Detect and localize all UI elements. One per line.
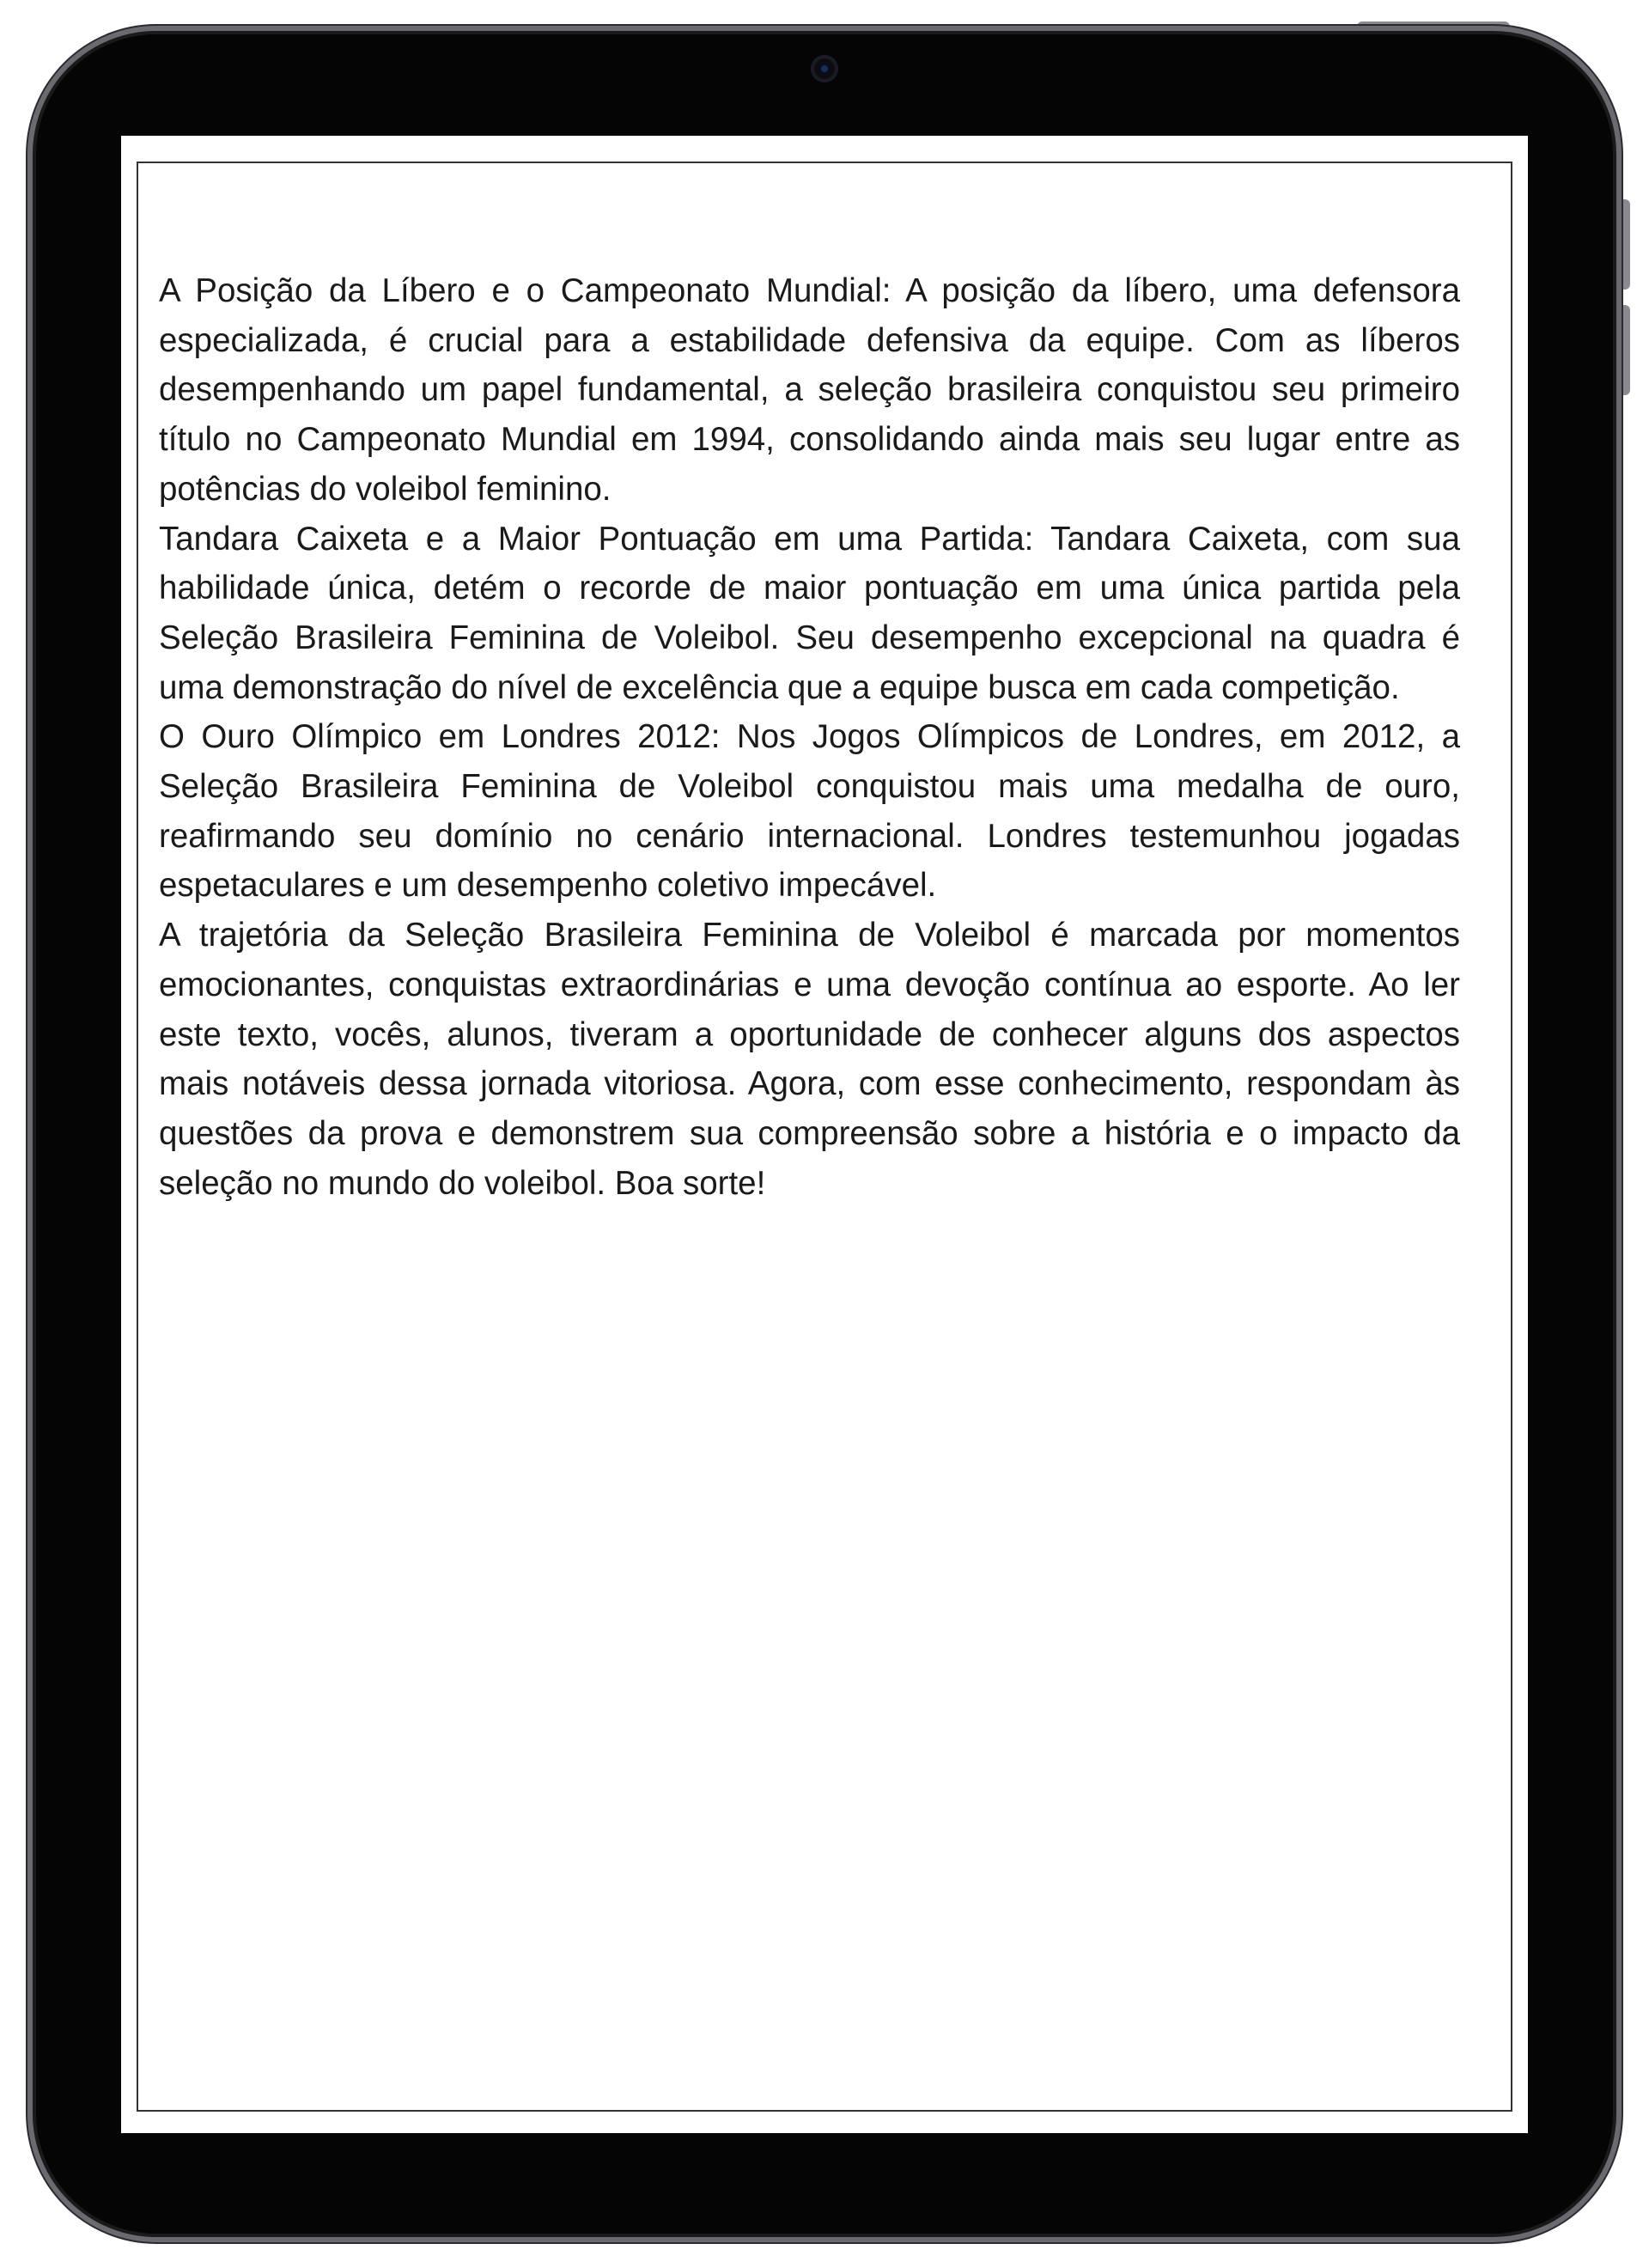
paragraph-libero: A Posição da Líbero e o Campeonato Mundial: A posição da líbero, uma defensora especializada, é crucial para a estabilidade defensiva da equipe. Com as líberos desempenhando um papel fundamental, a seleção brasileira conquistou seu primeiro título no Campeonato Mundial em 1994, consolidando ainda mais seu lugar entre as potências do voleibol feminino. [159, 272, 1460, 508]
paragraph-conclusion: A trajetória da Seleção Brasileira Feminina de Voleibol é marcada por momentos emocionantes, conquistas extraordinárias e uma devoção contínua ao esporte. Ao ler este texto, vocês, alunos, tiveram a oportunidade de conhecer alguns dos aspectos mais notáveis dessa jornada vitoriosa. Agora, com esse conhecimento, respondam às questões da prova e demonstrem sua compreensão sobre a história e o impacto da seleção no mundo do voleibol. Boa sorte! [159, 917, 1460, 1202]
paragraph-tandara: Tandara Caixeta e a Maior Pontuação em uma Partida: Tandara Caixeta, com sua habilidade única, detém o recorde de maior pontuação em uma única partida pela Seleção Brasileira Feminina de Voleibol. Seu desempenho excepcional na quadra é uma demonstração do nível de excelência que a equipe busca em cada competição. [159, 520, 1460, 706]
volume-down-button[interactable] [1622, 305, 1630, 395]
paragraph-londres: O Ouro Olímpico em Londres 2012: Nos Jogos Olímpicos de Londres, em 2012, a Seleção Brasileira Feminina de Voleibol conquistou mais uma medalha de ouro, reafirmando seu domínio no cenário internacional. Londres testemunhou jogadas espetaculares e um desempenho coletivo impecável. [159, 718, 1460, 905]
volume-up-button[interactable] [1622, 199, 1630, 290]
camera-icon [811, 55, 838, 82]
tablet-screen [121, 136, 1528, 2133]
document-text [159, 266, 1460, 1208]
